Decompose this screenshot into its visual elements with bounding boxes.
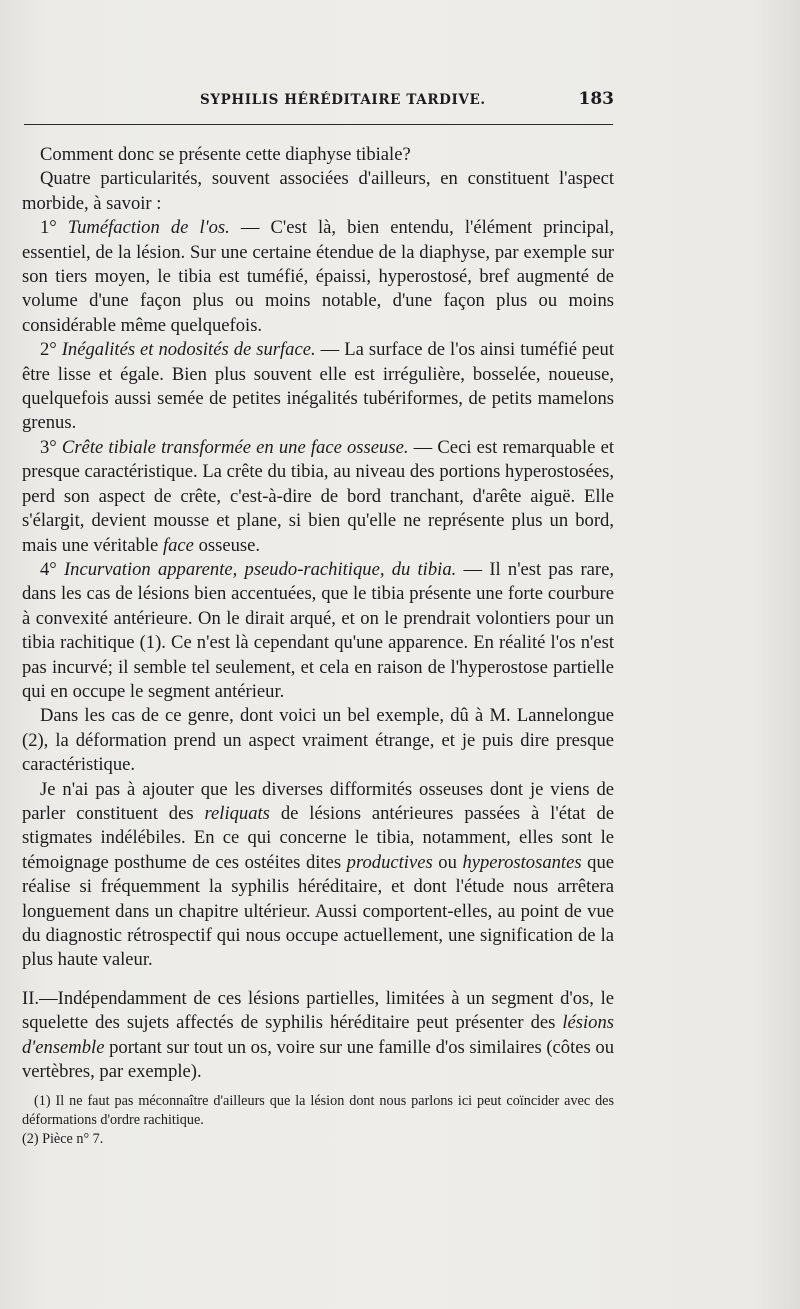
item-text: — C'est là, bien entendu, l'élément principal, essentiel, de la lésion. Sur une certaine étendue de la diaphyse, par exemple sur son tiers moyen, le tibia est tuméfié, épaissi, hyperostosé, bref augmenté de volume d'une façon plus ou moins notable, d'une façon plus ou moins considérable même quelquefois. bbox=[22, 217, 614, 336]
emphasis-lesions-ensemble: lésions d'ensemble bbox=[22, 1012, 614, 1058]
item-crete-tibiale bbox=[22, 436, 614, 558]
item-title: Incurvation apparente, pseudo-rachitique, du tibia. bbox=[63, 558, 457, 580]
item-text: — La surface de l'os ainsi tuméfié peut être lisse et égale. Bien plus souvent elle est irrégulière, bosselée, noueuse, quelquefois aussi semée de petites inégalités tubériformes, de petits mamelons grenus. bbox=[22, 339, 614, 434]
item-title: Tuméfaction de l'os. bbox=[67, 217, 230, 239]
running-header bbox=[200, 89, 620, 112]
paragraph-intro: Quatre particularités, souvent associées d'ailleurs, en constituent l'aspect morbide, à savoir : bbox=[22, 168, 614, 214]
emphasis-productives: productives bbox=[346, 851, 433, 873]
item-number: 3° bbox=[40, 436, 57, 458]
emphasis-hyperostosantes: hyperostosantes bbox=[462, 851, 582, 873]
body-text bbox=[22, 143, 614, 1084]
footnote-2: (2) Pièce n° 7. bbox=[22, 1131, 104, 1147]
item-tumefaction bbox=[22, 216, 614, 338]
text-run: de lésions antérieures passées à l'état de stigmates indélébiles. En ce qui concerne le tibia, notamment, elles sont le témoignage posthume de ces ostéites dites bbox=[22, 802, 614, 873]
item-text: — Il n'est pas rare, dans les cas de lésions bien accentuées, que le tibia présente une forte courbure à convexité antérieure. On le dirait arqué, et on le prendrait volontiers pour un tibia rachitique (1). Ce n'est là cependant qu'une apparence. En réalité l'os n'est pas incurvé; il semble tel seulement, et cela en raison de l'hyperostose partielle qui en occupe le segment antérieur. bbox=[22, 558, 614, 702]
text-run: ou bbox=[432, 851, 463, 873]
emphasis-reliquats: reliquats bbox=[204, 802, 270, 824]
text-run: portant sur tout un os, voire sur une famille d'os similaires (côtes ou vertèbres, par exemple). bbox=[22, 1036, 614, 1083]
item-number: 4° bbox=[40, 558, 57, 580]
item-inegalites bbox=[22, 338, 614, 436]
paragraph-question: Comment donc se présente cette diaphyse tibiale? bbox=[40, 144, 411, 165]
item-title: Inégalités et nodosités de surface. bbox=[61, 339, 316, 361]
paragraph-reliquats bbox=[22, 778, 614, 973]
text-run: II.—Indépendamment de ces lésions partielles, limitées à un segment d'os, le squelette des sujets affectés de syphilis héréditaire peut présenter des bbox=[22, 987, 614, 1034]
paragraph-lannelongue: Dans les cas de ce genre, dont voici un bel exemple, dû à M. Lannelongue (2), la déformation prend un aspect vraiment étrange, et je puis dire presque caractéristique. bbox=[22, 705, 614, 776]
running-title: SYPHILIS HÉRÉDITAIRE TARDIVE. bbox=[200, 92, 486, 108]
text-run: que réalise si fréquemment la syphilis héréditaire, et dont l'étude nous arrêtera longuement dans un chapitre ultérieur. Aussi comportent-elles, au point de vue du diagnostic rétrospectif qui nous occupe actuellement, une signification de la plus haute valeur. bbox=[22, 851, 614, 971]
footnote-1: (1) Il ne faut pas méconnaître d'ailleurs que la lésion dont nous parlons ici peut coïncider avec des déformations d'ordre rachitique. bbox=[22, 1093, 614, 1128]
page-number: 183 bbox=[578, 89, 614, 109]
item-text: — Ceci est remarquable et presque caractéristique. La crête du tibia, au niveau des portions hyperostosées, perd son aspect de crête, c'est-à-dire de bord tranchant, d'arête aiguë. Elle s'élargit, devient mousse et plane, si bien qu'elle ne représente plus un bord, mais une véritable bbox=[22, 436, 614, 556]
item-number: 2° bbox=[40, 339, 57, 361]
footnotes bbox=[22, 1092, 614, 1149]
emphasis-face: face bbox=[162, 534, 194, 556]
text-run: Je n'ai pas à ajouter que les diverses difformités osseuses dont je viens de parler constituent des bbox=[22, 778, 614, 824]
section-two-paragraph bbox=[22, 987, 614, 1085]
header-rule bbox=[24, 124, 613, 125]
item-text-end: osseuse. bbox=[193, 534, 261, 556]
item-number: 1° bbox=[40, 217, 57, 239]
item-incurvation bbox=[22, 558, 614, 704]
item-title: Crête tibiale transformée en une face osseuse. bbox=[61, 436, 409, 458]
